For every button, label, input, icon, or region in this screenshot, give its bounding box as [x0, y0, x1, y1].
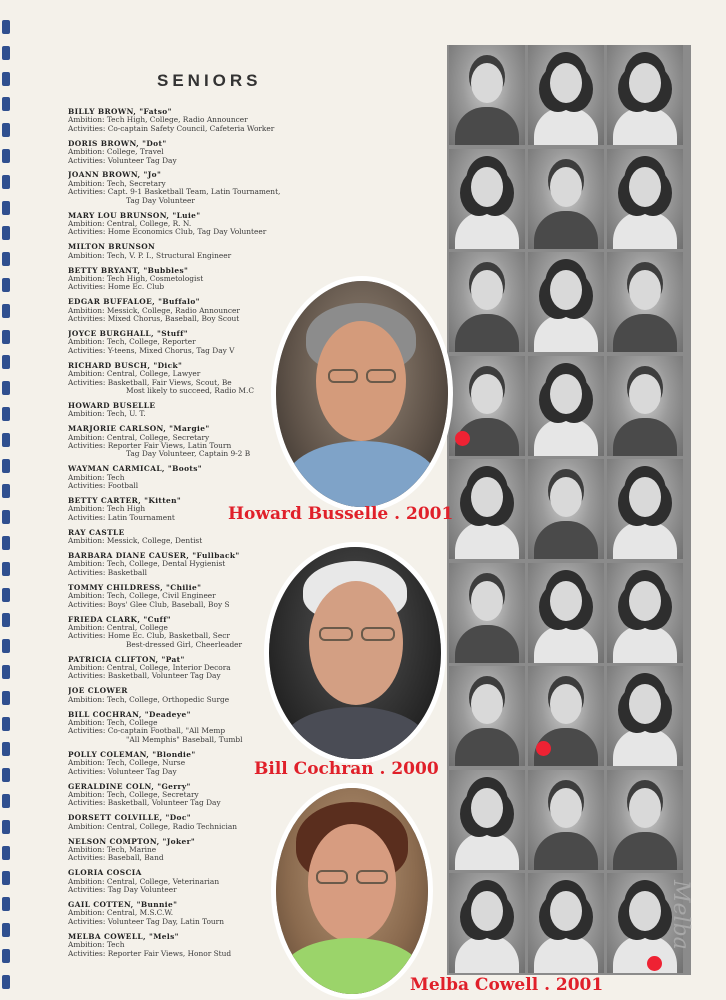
senior-portrait [449, 873, 525, 973]
senior-detail: Ambition: Tech, College, Secretary [68, 790, 199, 799]
senior-detail: Activities: Capt. 9-1 Basketball Team, Latin Tournament, [68, 188, 281, 197]
senior-detail: Activities: Boys' Glee Club, Baseball, Boy S [68, 600, 230, 609]
senior-detail: Ambition: Tech High, College, Radio Announcer [68, 116, 248, 125]
senior-portrait [528, 45, 604, 145]
senior-name: RICHARD BUSCH, "Dick" [68, 361, 183, 370]
senior-detail: Ambition: Tech, College, Reporter [68, 338, 196, 347]
senior-name: BILL COCHRAN, "Deadeye" [68, 710, 191, 719]
binding-ring [2, 562, 10, 576]
senior-detail: Ambition: Tech, College, Nurse [68, 759, 186, 768]
senior-detail: Tag Day Volunteer [126, 196, 195, 205]
binding-ring [2, 768, 10, 782]
senior-name: RAY CASTLE [68, 528, 125, 537]
binding-ring [2, 72, 10, 86]
senior-name: MARY LOU BRUNSON, "Luie" [68, 211, 201, 220]
senior-detail: Activities: Home Ec. Club, Basketball, Secr [68, 632, 230, 641]
senior-detail: Activities: Reporter Fair Views, Honor Stud [68, 949, 232, 958]
senior-detail: Activities: Home Economics Club, Tag Day Volunteer [68, 228, 267, 237]
red-dot-marker [647, 956, 662, 971]
binding-ring [2, 510, 10, 524]
senior-detail: Activities: Baseball, Band [68, 854, 164, 863]
binding-ring [2, 175, 10, 189]
senior-detail: Ambition: Messick, College, Dentist [68, 537, 203, 546]
senior-detail: Ambition: Central, M.S.C.W. [68, 909, 174, 918]
inset-photo-howard-busselle [273, 278, 451, 510]
senior-name: FRIEDA CLARK, "Cuff" [68, 615, 172, 624]
binding-ring [2, 330, 10, 344]
senior-name: BETTY CARTER, "Kitten" [68, 497, 182, 506]
senior-detail: Tag Day Volunteer, Captain 9-2 B [126, 450, 251, 459]
senior-detail: Ambition: Tech, V. P. I., Structural Engineer [68, 251, 232, 260]
binding-ring [2, 252, 10, 266]
binding-ring [2, 613, 10, 627]
senior-portrait [528, 252, 604, 352]
senior-portrait [528, 563, 604, 663]
senior-portrait [607, 770, 683, 870]
inset-photo-melba-cowell [273, 785, 431, 997]
senior-entry [68, 171, 448, 205]
binding-ring [2, 149, 10, 163]
binding-ring [2, 717, 10, 731]
senior-detail: Ambition: Tech, Secretary [68, 179, 166, 188]
senior-portrait [528, 873, 604, 973]
binding-ring [2, 691, 10, 705]
senior-portrait [449, 666, 525, 766]
senior-detail: Activities: Co-captain Safety Council, Cafeteria Worker [68, 124, 275, 133]
senior-detail: Activities: Basketball, Volunteer Tag Day [68, 672, 221, 681]
senior-name: BETTY BRYANT, "Bubbles" [68, 266, 189, 275]
senior-name: DORSETT COLVILLE, "Doc" [68, 814, 192, 823]
senior-detail: Activities: Basketball [68, 568, 148, 577]
red-dot-marker [536, 741, 551, 756]
senior-name: MELBA COWELL, "Mels" [68, 932, 179, 941]
senior-portrait [449, 459, 525, 559]
senior-name: DORIS BROWN, "Dot" [68, 139, 167, 148]
inset-caption-melba-cowell: Melba Cowell . 2001 [410, 975, 604, 995]
senior-portrait [607, 356, 683, 456]
senior-name: GERALDINE COLN, "Gerry" [68, 782, 191, 791]
binding-ring [2, 484, 10, 498]
senior-name: EDGAR BUFFALOE, "Buffalo" [68, 298, 200, 307]
senior-detail: Activities: Reporter Fair Views, Latin Tourn [68, 442, 232, 450]
binding-ring [2, 201, 10, 215]
senior-portrait [528, 459, 604, 559]
senior-portrait [528, 149, 604, 249]
inset-photo-bill-cochran [266, 544, 444, 762]
binding-ring [2, 871, 10, 885]
binding-ring [2, 923, 10, 937]
senior-entry [68, 212, 448, 237]
senior-detail: Ambition: Tech, College, Orthopedic Surge [68, 695, 230, 704]
senior-detail: Ambition: Central, College, Interior Decora [68, 664, 231, 673]
senior-name: WAYMAN CARMICAL, "Boots" [68, 465, 203, 474]
binding-ring [2, 897, 10, 911]
binding-ring [2, 381, 10, 395]
senior-portrait [449, 563, 525, 663]
senior-detail: Ambition: Tech [68, 473, 125, 482]
senior-detail: Ambition: Central, College, Secretary [68, 433, 210, 442]
senior-portrait [449, 149, 525, 249]
senior-portrait [607, 149, 683, 249]
senior-detail: Activities: Co-captain Football, "All Memp [68, 727, 226, 736]
senior-portrait [528, 356, 604, 456]
senior-portrait [449, 356, 525, 456]
senior-name: JOANN BROWN, "Jo" [68, 171, 162, 180]
senior-detail: Activities: Latin Tournament [68, 513, 175, 522]
senior-name: GLORIA COSCIA [68, 869, 142, 878]
senior-name: BARBARA DIANE CAUSER, "Fullback" [68, 552, 240, 561]
senior-portrait [607, 666, 683, 766]
senior-name: TOMMY CHILDRESS, "Chilie" [68, 583, 202, 592]
senior-detail: Activities: Home Ec. Club [68, 283, 165, 292]
binding-ring [2, 820, 10, 834]
handwritten-margin-note: Melba [668, 880, 693, 950]
senior-detail: Ambition: Central, College, Veterinarian [68, 877, 220, 886]
senior-detail: Activities: Mixed Chorus, Baseball, Boy Scout [68, 315, 240, 324]
senior-detail: Ambition: Central, College [68, 623, 168, 632]
binding-ring [2, 278, 10, 292]
page-title: SENIORS [157, 71, 262, 90]
senior-portrait [528, 770, 604, 870]
binding-ring [2, 123, 10, 137]
senior-detail: Activities: Volunteer Tag Day [68, 767, 177, 776]
binding-ring [2, 975, 10, 989]
senior-detail: Ambition: Tech, Marine [68, 845, 157, 854]
inset-caption-howard-busselle: Howard Busselle . 2001 [228, 504, 454, 524]
senior-entry [68, 529, 448, 546]
binding-ring [2, 97, 10, 111]
senior-portrait [607, 563, 683, 663]
spiral-binding [0, 0, 14, 1000]
binding-ring [2, 794, 10, 808]
senior-detail: Best-dressed Girl, Cheerleader [126, 640, 243, 649]
senior-name: HOWARD BUSELLE [68, 401, 156, 410]
senior-name: JOYCE BURGHALL, "Stuff" [68, 330, 188, 339]
senior-portrait [607, 45, 683, 145]
senior-entry [68, 108, 448, 133]
senior-detail: Ambition: Central, College, Lawyer [68, 370, 201, 379]
binding-ring [2, 407, 10, 421]
senior-portrait [607, 459, 683, 559]
binding-ring [2, 20, 10, 34]
senior-detail: Ambition: Tech High, Cosmetologist [68, 275, 204, 283]
senior-portrait [449, 252, 525, 352]
binding-ring [2, 226, 10, 240]
senior-entry [68, 243, 448, 260]
binding-ring [2, 304, 10, 318]
senior-detail: Ambition: College, Travel [68, 148, 164, 157]
senior-portrait [449, 45, 525, 145]
senior-portrait [449, 770, 525, 870]
senior-name: JOE CLOWER [68, 687, 128, 696]
binding-ring [2, 742, 10, 756]
senior-portrait [528, 666, 604, 766]
inset-caption-bill-cochran: Bill Cochran . 2000 [254, 759, 439, 779]
senior-detail: Ambition: Tech, College, Civil Engineer [68, 592, 216, 601]
senior-portrait [607, 252, 683, 352]
senior-name: MARJORIE CARLSON, "Margie" [68, 425, 210, 434]
senior-detail: Activities: Basketball, Volunteer Tag Day [68, 799, 221, 808]
binding-ring [2, 433, 10, 447]
binding-ring [2, 459, 10, 473]
senior-name: MILTON BRUNSON [68, 243, 156, 252]
senior-detail: Most likely to succeed, Radio M.C [126, 386, 254, 395]
senior-detail: Activities: Y-teens, Mixed Chorus, Tag Day V [68, 346, 235, 355]
senior-name: POLLY COLEMAN, "Blondie" [68, 750, 196, 759]
senior-detail: Activities: Tag Day Volunteer [68, 886, 177, 895]
red-dot-marker [455, 431, 470, 446]
senior-detail: Ambition: Tech, College [68, 719, 158, 728]
binding-ring [2, 588, 10, 602]
senior-detail: Ambition: Tech, U. T. [68, 410, 146, 419]
senior-detail: Activities: Basketball, Fair Views, Scout, Be [68, 378, 232, 387]
binding-ring [2, 665, 10, 679]
binding-ring [2, 46, 10, 60]
senior-entry [68, 140, 448, 165]
senior-detail: Activities: Football [68, 482, 139, 491]
senior-name: BILLY BROWN, "Fatso" [68, 108, 172, 116]
binding-ring [2, 536, 10, 550]
senior-detail: Activities: Volunteer Tag Day, Latin Tourn [68, 917, 224, 926]
senior-detail: Ambition: Tech [68, 941, 125, 950]
senior-name: PATRICIA CLIFTON, "Pat" [68, 655, 185, 664]
binding-ring [2, 355, 10, 369]
binding-ring [2, 639, 10, 653]
senior-detail: Ambition: Messick, College, Radio Announcer [68, 306, 240, 315]
senior-detail: Ambition: Central, College, R. N. [68, 219, 192, 228]
senior-detail: "All Memphis" Baseball, Tumbl [126, 735, 243, 744]
senior-photo-grid [447, 45, 691, 975]
senior-name: GAIL COTTEN, "Bunnie" [68, 900, 178, 909]
senior-detail: Ambition: Central, College, Radio Technician [68, 822, 238, 831]
senior-name: NELSON COMPTON, "Joker" [68, 837, 196, 846]
senior-detail: Ambition: Tech High [68, 505, 146, 514]
senior-detail: Activities: Volunteer Tag Day [68, 156, 177, 165]
binding-ring [2, 949, 10, 963]
binding-ring [2, 846, 10, 860]
senior-detail: Ambition: Tech, College, Dental Hygienist [68, 560, 226, 569]
